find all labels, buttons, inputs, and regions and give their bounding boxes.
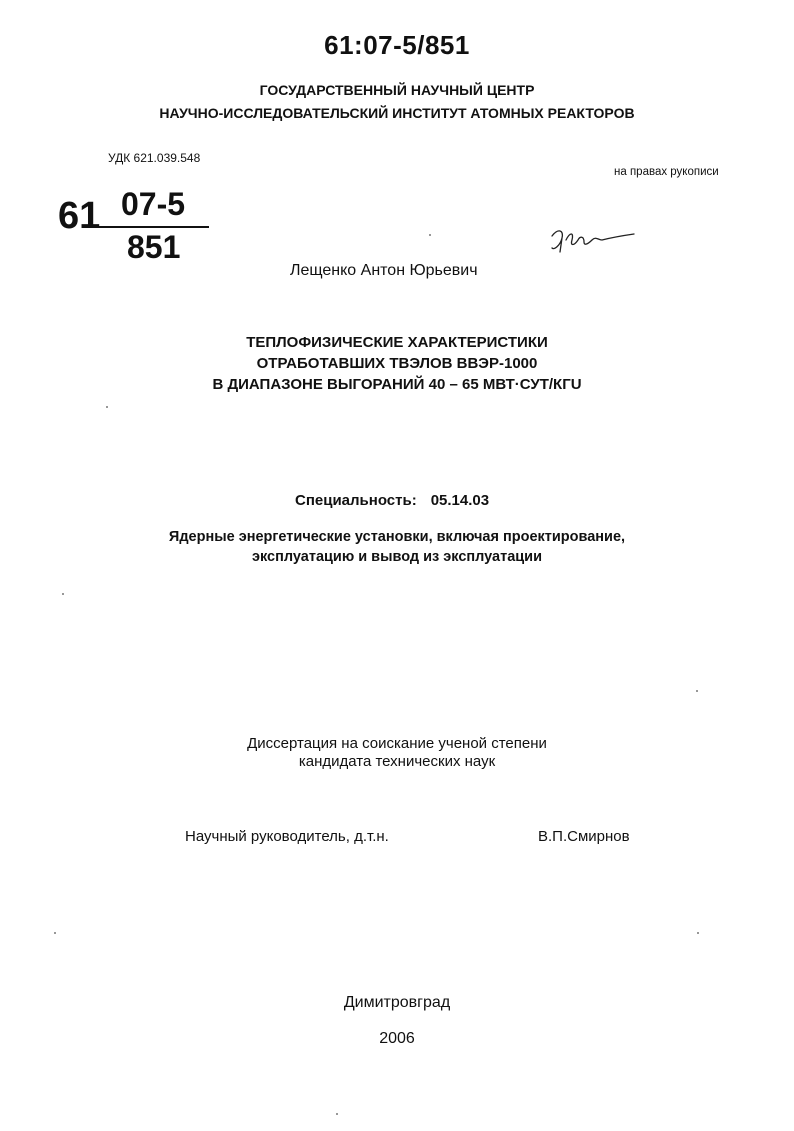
title-line: В ДИАПАЗОНЕ ВЫГОРАНИЙ 40 – 65 МВТ·СУТ/КГU bbox=[212, 376, 582, 393]
year: 2006 bbox=[379, 1030, 415, 1047]
archive-code: 61:07-5/851 bbox=[324, 30, 470, 60]
scan-speck bbox=[697, 932, 699, 934]
city: Димитровград bbox=[343, 994, 451, 1011]
handwritten-signature bbox=[548, 222, 640, 256]
scan-speck bbox=[429, 234, 431, 236]
title-line: ОТРАБОТАВШИХ ТВЭЛОВ ВВЭР-1000 bbox=[256, 355, 538, 372]
specialty bbox=[295, 492, 489, 509]
degree-statement-line: Диссертация на соискание ученой степени bbox=[247, 735, 547, 752]
scan-speck bbox=[106, 406, 108, 408]
scan-speck bbox=[62, 593, 64, 595]
specialty-code: 05.14.03 bbox=[430, 492, 490, 509]
udk-code: УДК 621.039.548 bbox=[108, 151, 201, 165]
title-line: ТЕПЛОФИЗИЧЕСКИЕ ХАРАКТЕРИСТИКИ bbox=[246, 334, 548, 351]
specialty-label: Специальность: bbox=[295, 492, 417, 509]
shelf-mark-fraction-line bbox=[91, 226, 209, 228]
advisor-label: Научный руководитель, д.т.н. bbox=[185, 828, 389, 845]
advisor-name: В.П.Смирнов bbox=[538, 828, 630, 845]
shelf-mark-numerator: 07-5 bbox=[121, 186, 186, 222]
specialty-field-line: эксплуатацию и вывод из эксплуатации bbox=[251, 549, 543, 565]
specialty-field-line: Ядерные энергетические установки, включая проектирование, bbox=[168, 529, 626, 545]
author-name: Лещенко Антон Юрьевич bbox=[290, 262, 478, 279]
shelf-mark-prefix: 61 bbox=[58, 195, 101, 237]
scan-speck bbox=[336, 1113, 338, 1115]
scan-speck bbox=[54, 932, 56, 934]
degree-statement-line: кандидата технических наук bbox=[298, 753, 496, 770]
manuscript-rights-note: на правах рукописи bbox=[614, 166, 719, 178]
shelf-mark-denominator: 851 bbox=[127, 229, 181, 265]
scan-speck bbox=[696, 690, 698, 692]
organization-name: ГОСУДАРСТВЕННЫЙ НАУЧНЫЙ ЦЕНТР bbox=[259, 82, 535, 98]
institute-name: НАУЧНО-ИССЛЕДОВАТЕЛЬСКИЙ ИНСТИТУТ АТОМНЫХ РЕАКТОРОВ bbox=[159, 105, 635, 121]
